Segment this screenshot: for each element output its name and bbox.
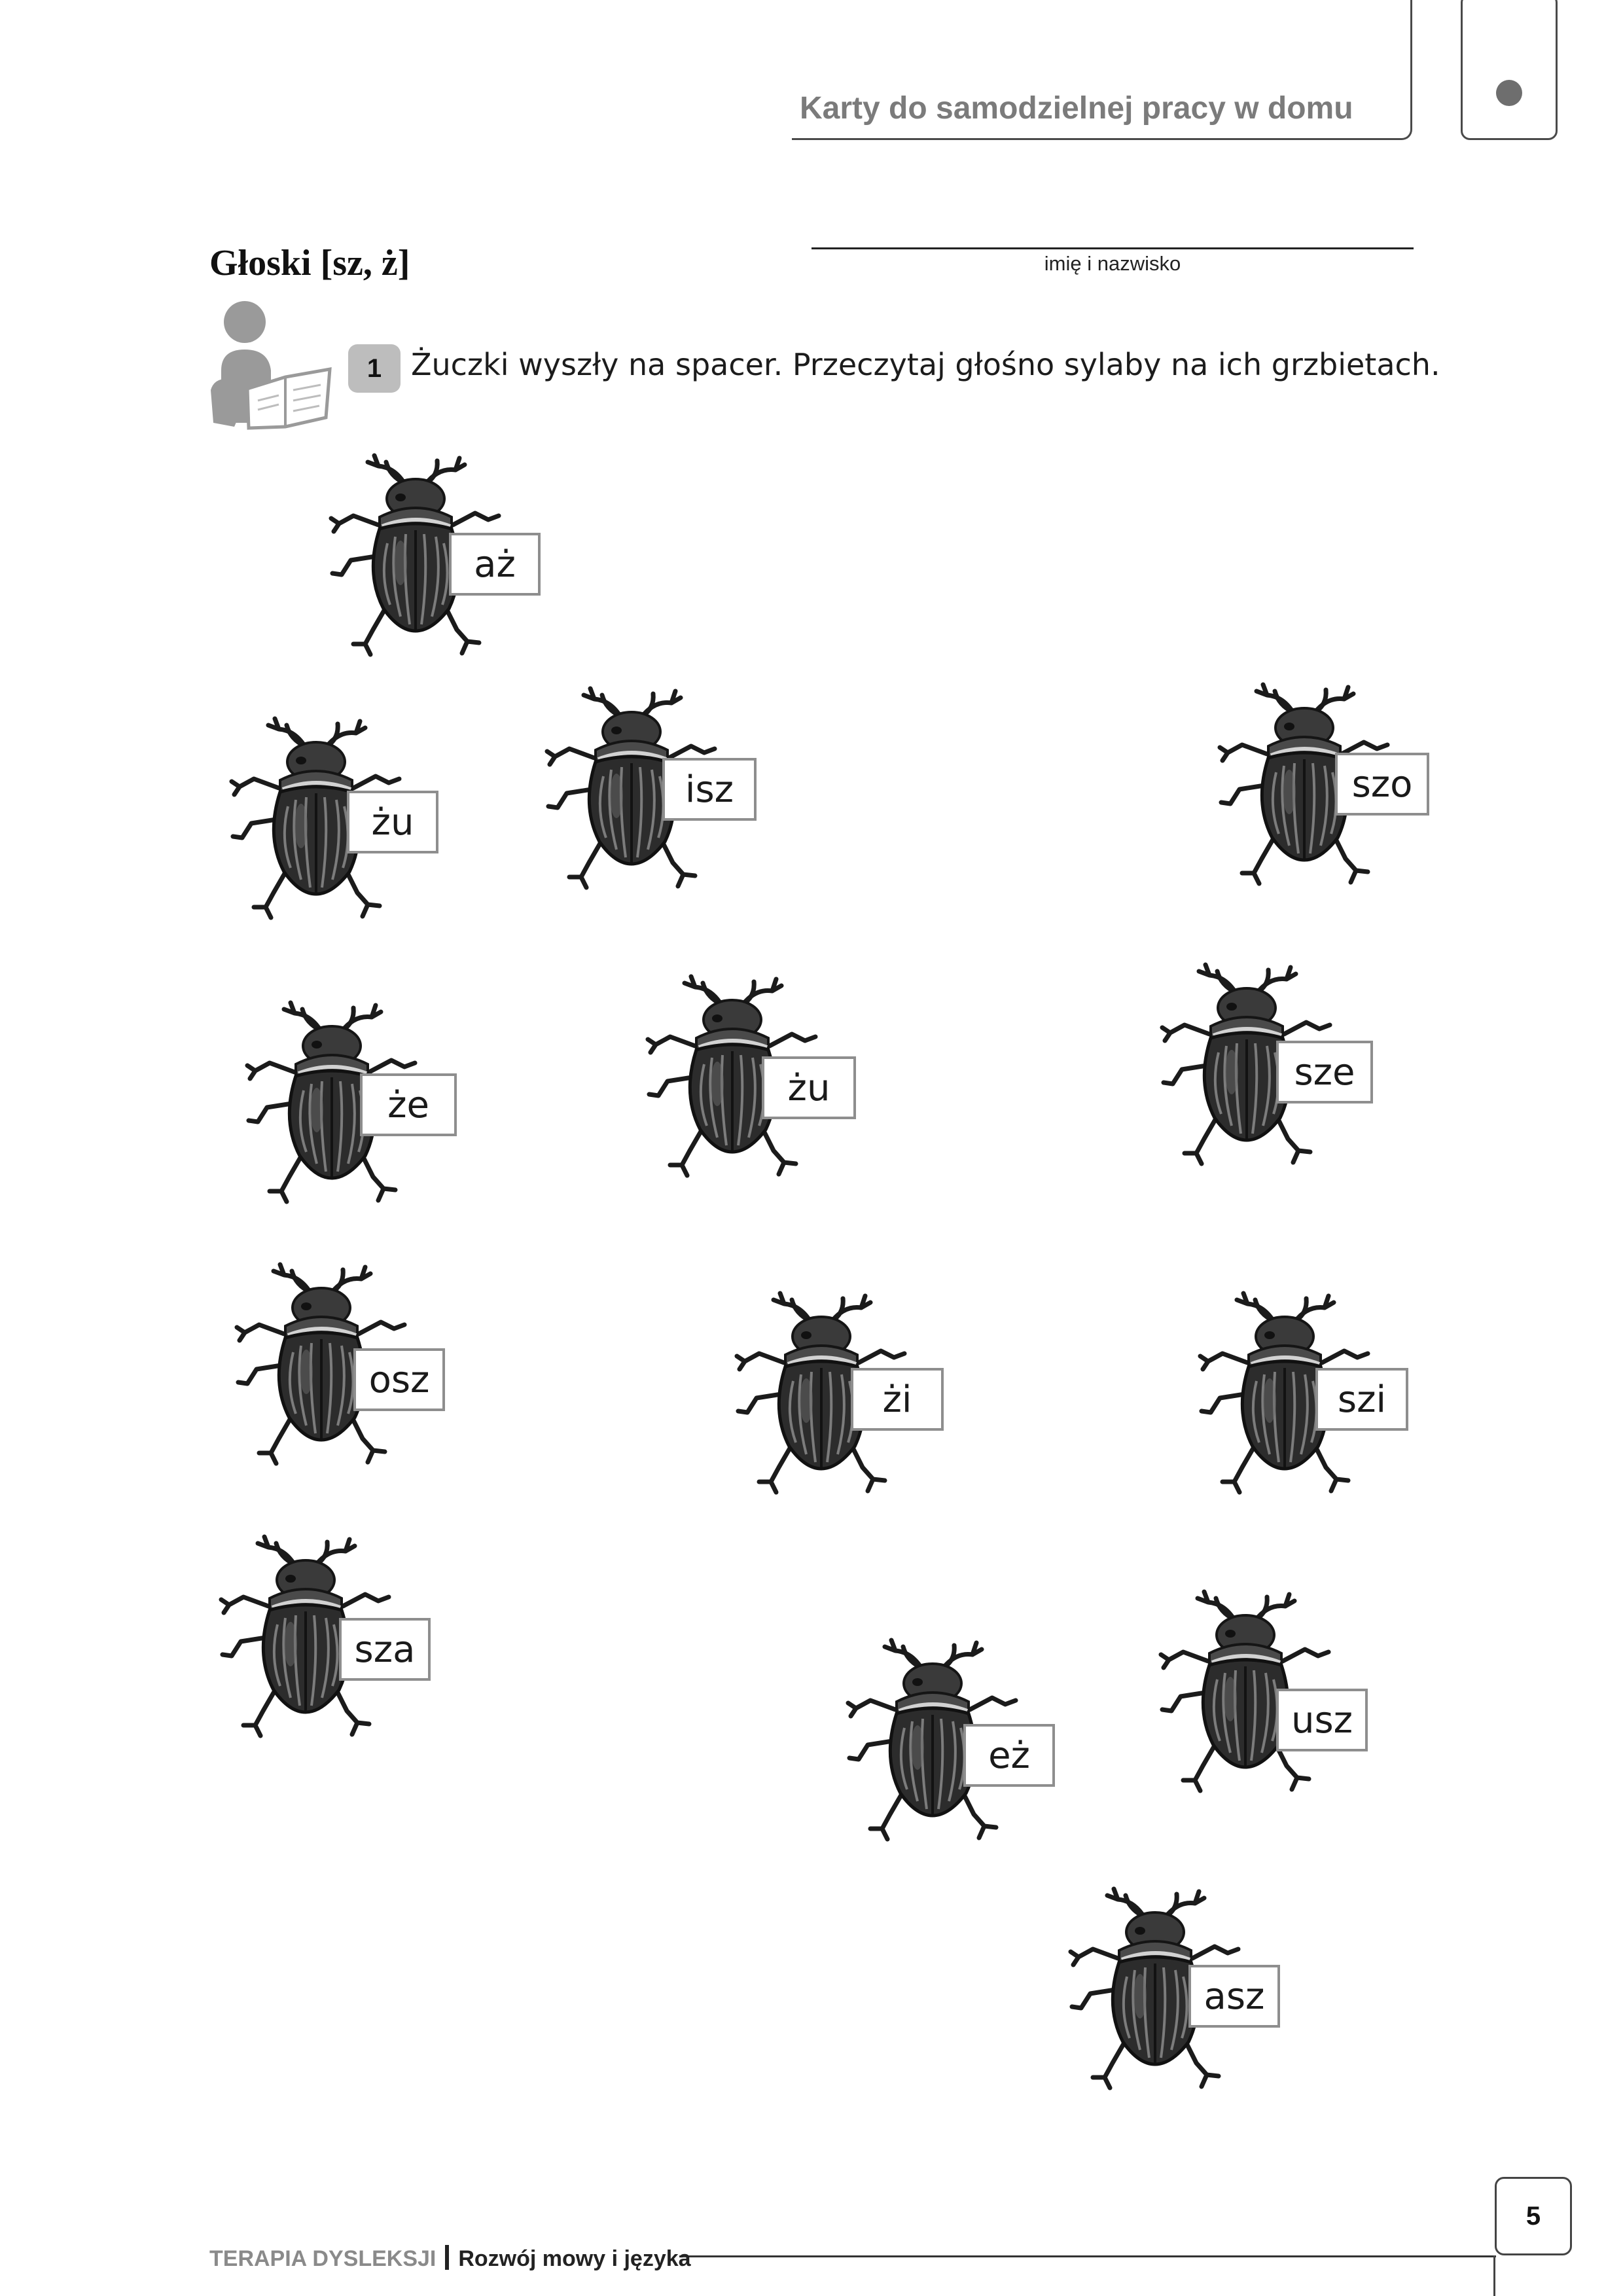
reading-child-icon xyxy=(208,298,334,436)
page-number: 5 xyxy=(1495,2177,1572,2255)
name-field-label: imię i nazwisko xyxy=(1044,252,1181,275)
syllable-label: żu xyxy=(762,1056,856,1119)
syllable-label: aż xyxy=(449,533,541,596)
syllable-label: szi xyxy=(1315,1368,1408,1431)
footer xyxy=(209,2241,691,2272)
syllable-label: szo xyxy=(1335,753,1429,816)
footer-separator xyxy=(445,2245,449,2270)
task-instruction: Żuczki wyszły na spacer. Przeczytaj głośno sylaby na ich grzbietach. xyxy=(411,347,1440,382)
footer-subtitle: Rozwój mowy i języka xyxy=(458,2246,691,2271)
syllable-label: asz xyxy=(1188,1965,1280,2028)
task-number-badge: 1 xyxy=(348,344,401,393)
syllable-label: eż xyxy=(963,1724,1055,1787)
page-title: Głoski [sz, ż] xyxy=(209,243,410,283)
page-number-stem xyxy=(1493,2255,1495,2296)
page-tab xyxy=(1461,0,1558,140)
syllable-label: sza xyxy=(339,1618,431,1681)
syllable-label: usz xyxy=(1276,1689,1368,1751)
tab-dot-icon xyxy=(1496,80,1522,106)
footer-rule xyxy=(679,2255,1496,2257)
syllable-label: żi xyxy=(851,1368,944,1431)
name-field[interactable] xyxy=(812,247,1414,249)
syllable-label: isz xyxy=(662,758,757,821)
series-title: Karty do samodzielnej pracy w domu xyxy=(800,91,1353,126)
syllable-label: osz xyxy=(353,1348,445,1411)
syllable-label: sze xyxy=(1276,1041,1373,1103)
syllable-label: żu xyxy=(347,791,438,853)
syllable-label: że xyxy=(360,1073,457,1136)
footer-series: TERAPIA DYSLEKSJI xyxy=(209,2246,437,2271)
